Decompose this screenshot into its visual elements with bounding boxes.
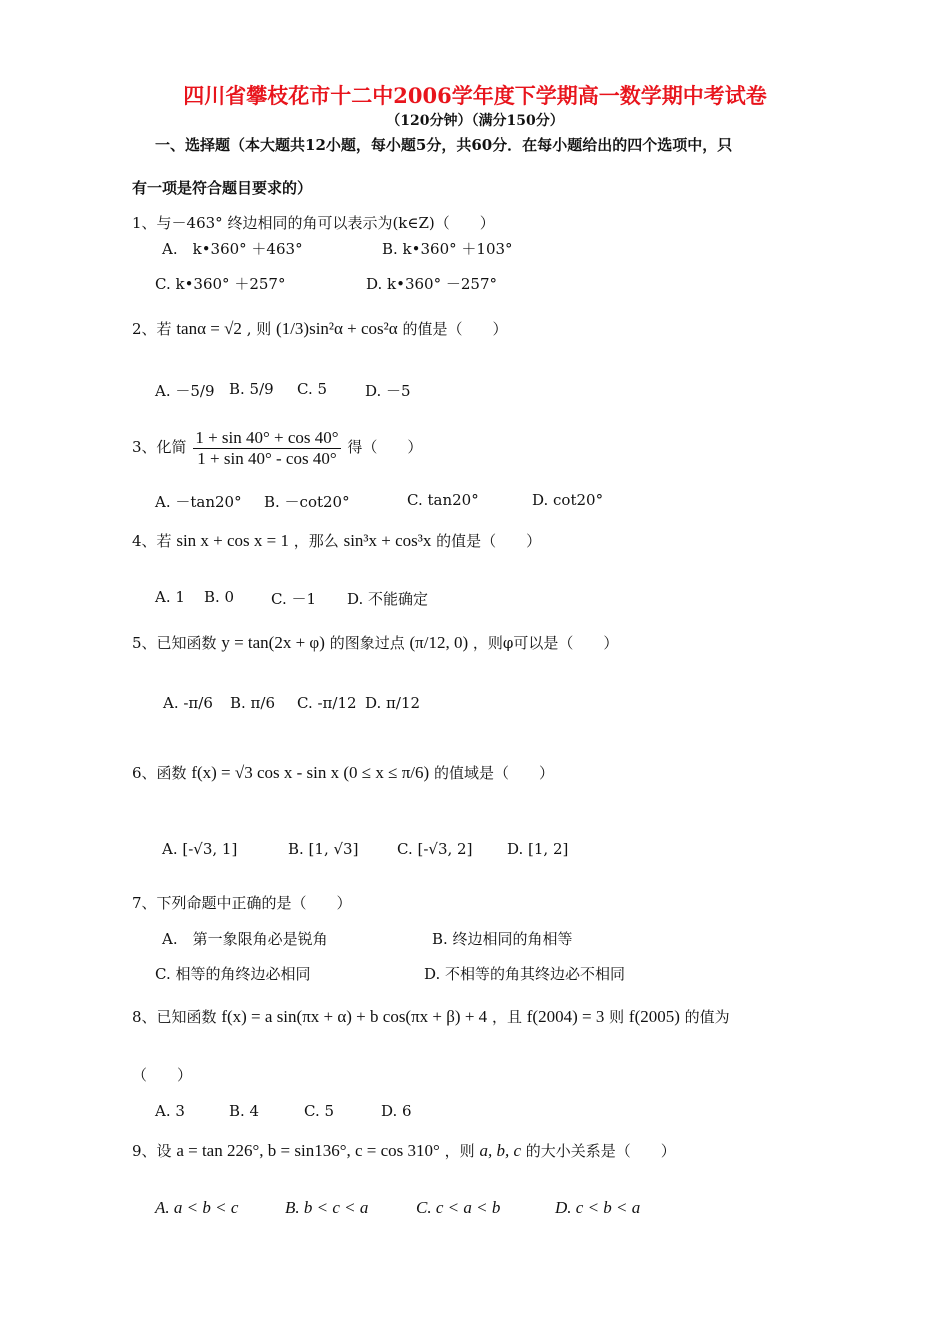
question-2-formula-1: tanα = √2 bbox=[176, 319, 242, 338]
question-2-formula-2: (1/3)sin²α + cos²α bbox=[276, 319, 398, 338]
question-9-option-c: C. c < a < b bbox=[416, 1198, 501, 1217]
question-4-option-d: D. 不能确定 bbox=[347, 590, 429, 608]
question-6-stem-post: 的值域是（ ） bbox=[433, 764, 554, 782]
question-5-option-d: D. π/12 bbox=[365, 694, 421, 712]
question-8-option-a: A. 3 bbox=[155, 1102, 185, 1120]
section-heading-line1: 一、选择题（本大题共12小题，每小题5分，共60分．在每小题给出的四个选项中，只 bbox=[155, 136, 733, 154]
question-9-formula-2: a, b, c bbox=[479, 1141, 521, 1160]
question-7-option-a: A. 第一象限角必是锐角 bbox=[162, 930, 328, 948]
question-7-option-c: C. 相等的角终边必相同 bbox=[155, 965, 311, 983]
section-heading-line2: 有一项是符合题目要求的） bbox=[132, 179, 313, 197]
question-9-stem bbox=[132, 1140, 676, 1161]
question-5-stem bbox=[132, 632, 618, 653]
question-8-stem-post: 的值为 bbox=[684, 1008, 730, 1026]
question-8-stem bbox=[132, 1006, 730, 1027]
question-1-option-c: C. k•360° ＋257° bbox=[155, 275, 286, 293]
question-8-option-b: B. 4 bbox=[229, 1102, 260, 1120]
question-4-stem-post: 的值是（ ） bbox=[436, 532, 542, 550]
question-7-option-b: B. 终边相同的角相等 bbox=[432, 930, 573, 948]
question-5-stem-mid: 的图象过点 bbox=[329, 634, 405, 652]
question-8-formula-1: f(x) = a sin(πx + α) + b cos(πx + β) + 4 bbox=[221, 1007, 488, 1026]
question-4-option-b: B. 0 bbox=[204, 588, 235, 606]
question-5-formula-2: (π/12, 0) bbox=[409, 633, 469, 652]
question-4-formula-2: sin³x + cos³x bbox=[343, 531, 432, 550]
question-3-option-c: C. tan20° bbox=[407, 491, 479, 509]
question-5-formula-1: y = tan(2x + φ) bbox=[221, 633, 325, 652]
question-5-option-b: B. π/6 bbox=[230, 694, 276, 712]
question-7-stem: 7、下列命题中正确的是（ ） bbox=[132, 894, 352, 912]
question-9-stem-pre: 9、设 bbox=[132, 1142, 172, 1160]
question-9-stem-mid: ，则 bbox=[444, 1142, 475, 1160]
question-3-option-d: D. cot20° bbox=[532, 491, 604, 509]
question-4-stem-pre: 4、若 bbox=[132, 532, 172, 550]
question-6-option-b: B. [1, √3] bbox=[288, 840, 359, 858]
question-3-stem-post: 得（ ） bbox=[347, 438, 423, 457]
question-8-formula-3: f(2005) bbox=[628, 1007, 680, 1026]
question-3-denominator: 1 + sin 40° - cos 40° bbox=[197, 448, 337, 468]
question-4-formula-1: sin x + cos x = 1 bbox=[176, 531, 290, 550]
question-6-option-a: A. [-√3, 1] bbox=[162, 840, 238, 858]
question-9-option-a: A. a < b < c bbox=[155, 1198, 239, 1217]
question-4-stem-mid: ，那么 bbox=[293, 532, 339, 550]
question-3-numerator: 1 + sin 40° + cos 40° bbox=[195, 428, 339, 447]
question-8-answer-blank: （ ） bbox=[132, 1066, 193, 1084]
question-2-option-d: D. －5 bbox=[365, 382, 411, 400]
question-6-stem-pre: 6、函数 bbox=[132, 764, 187, 782]
question-1-option-a: A. k•360° ＋463° bbox=[162, 240, 303, 258]
question-4-option-a: A. 1 bbox=[155, 588, 185, 606]
question-8-stem-mid: ，且 bbox=[491, 1008, 522, 1026]
question-5-option-c: C. -π/12 bbox=[297, 694, 357, 712]
question-6-option-d: D. [1, 2] bbox=[507, 840, 569, 858]
question-8-stem-pre: 8、已知函数 bbox=[132, 1008, 217, 1026]
question-1-option-b: B. k•360° ＋103° bbox=[382, 240, 513, 258]
question-8-formula-2: f(2004) = 3 bbox=[526, 1007, 605, 1026]
question-4-stem bbox=[132, 530, 541, 551]
question-3-fraction bbox=[193, 428, 340, 468]
question-4-option-c: C. －1 bbox=[271, 590, 317, 608]
question-5-stem-post: ，则φ可以是（ ） bbox=[472, 634, 619, 652]
question-5-option-a: A. -π/6 bbox=[163, 694, 213, 712]
question-9-option-b: B. b < c < a bbox=[285, 1198, 369, 1217]
question-3-option-b: B. －cot20° bbox=[264, 493, 350, 511]
question-7-option-d: D. 不相等的角其终边必不相同 bbox=[424, 965, 626, 983]
question-1-option-d: D. k•360° －257° bbox=[366, 275, 497, 293]
question-2-option-b: B. 5/9 bbox=[229, 380, 274, 398]
question-2-option-a: A. －5/9 bbox=[155, 382, 215, 400]
question-9-stem-post: 的大小关系是（ ） bbox=[525, 1142, 676, 1160]
question-2-stem-post: 的值是（ ） bbox=[402, 320, 508, 338]
question-8-option-d: D. 6 bbox=[381, 1102, 412, 1120]
question-1-stem: 1、与－463° 终边相同的角可以表示为(k∈Z)（ ） bbox=[132, 214, 495, 232]
question-2-stem bbox=[132, 318, 507, 339]
question-6-stem bbox=[132, 762, 554, 783]
question-6-formula: f(x) = √3 cos x - sin x (0 ≤ x ≤ π/6) bbox=[191, 763, 430, 782]
question-3-stem bbox=[132, 428, 422, 468]
exam-subtitle: （120分钟）（满分150分） bbox=[386, 113, 564, 129]
question-9-option-d: D. c < b < a bbox=[555, 1198, 641, 1217]
exam-title: 四川省攀枝花市十二中2006学年度下学期高一数学期中考试卷 bbox=[183, 83, 767, 108]
question-8-option-c: C. 5 bbox=[304, 1102, 335, 1120]
question-3-option-a: A. －tan20° bbox=[155, 493, 242, 511]
question-5-stem-pre: 5、已知函数 bbox=[132, 634, 217, 652]
question-2-stem-pre: 2、若 bbox=[132, 320, 172, 338]
question-8-stem-mid2: 则 bbox=[609, 1008, 625, 1026]
question-2-stem-mid: , 则 bbox=[246, 320, 272, 338]
question-6-option-c: C. [-√3, 2] bbox=[397, 840, 473, 858]
question-3-stem-pre: 3、化简 bbox=[132, 438, 187, 457]
question-9-formula-1: a = tan 226°, b = sin136°, c = cos 310° bbox=[176, 1141, 440, 1160]
question-2-option-c: C. 5 bbox=[297, 380, 328, 398]
